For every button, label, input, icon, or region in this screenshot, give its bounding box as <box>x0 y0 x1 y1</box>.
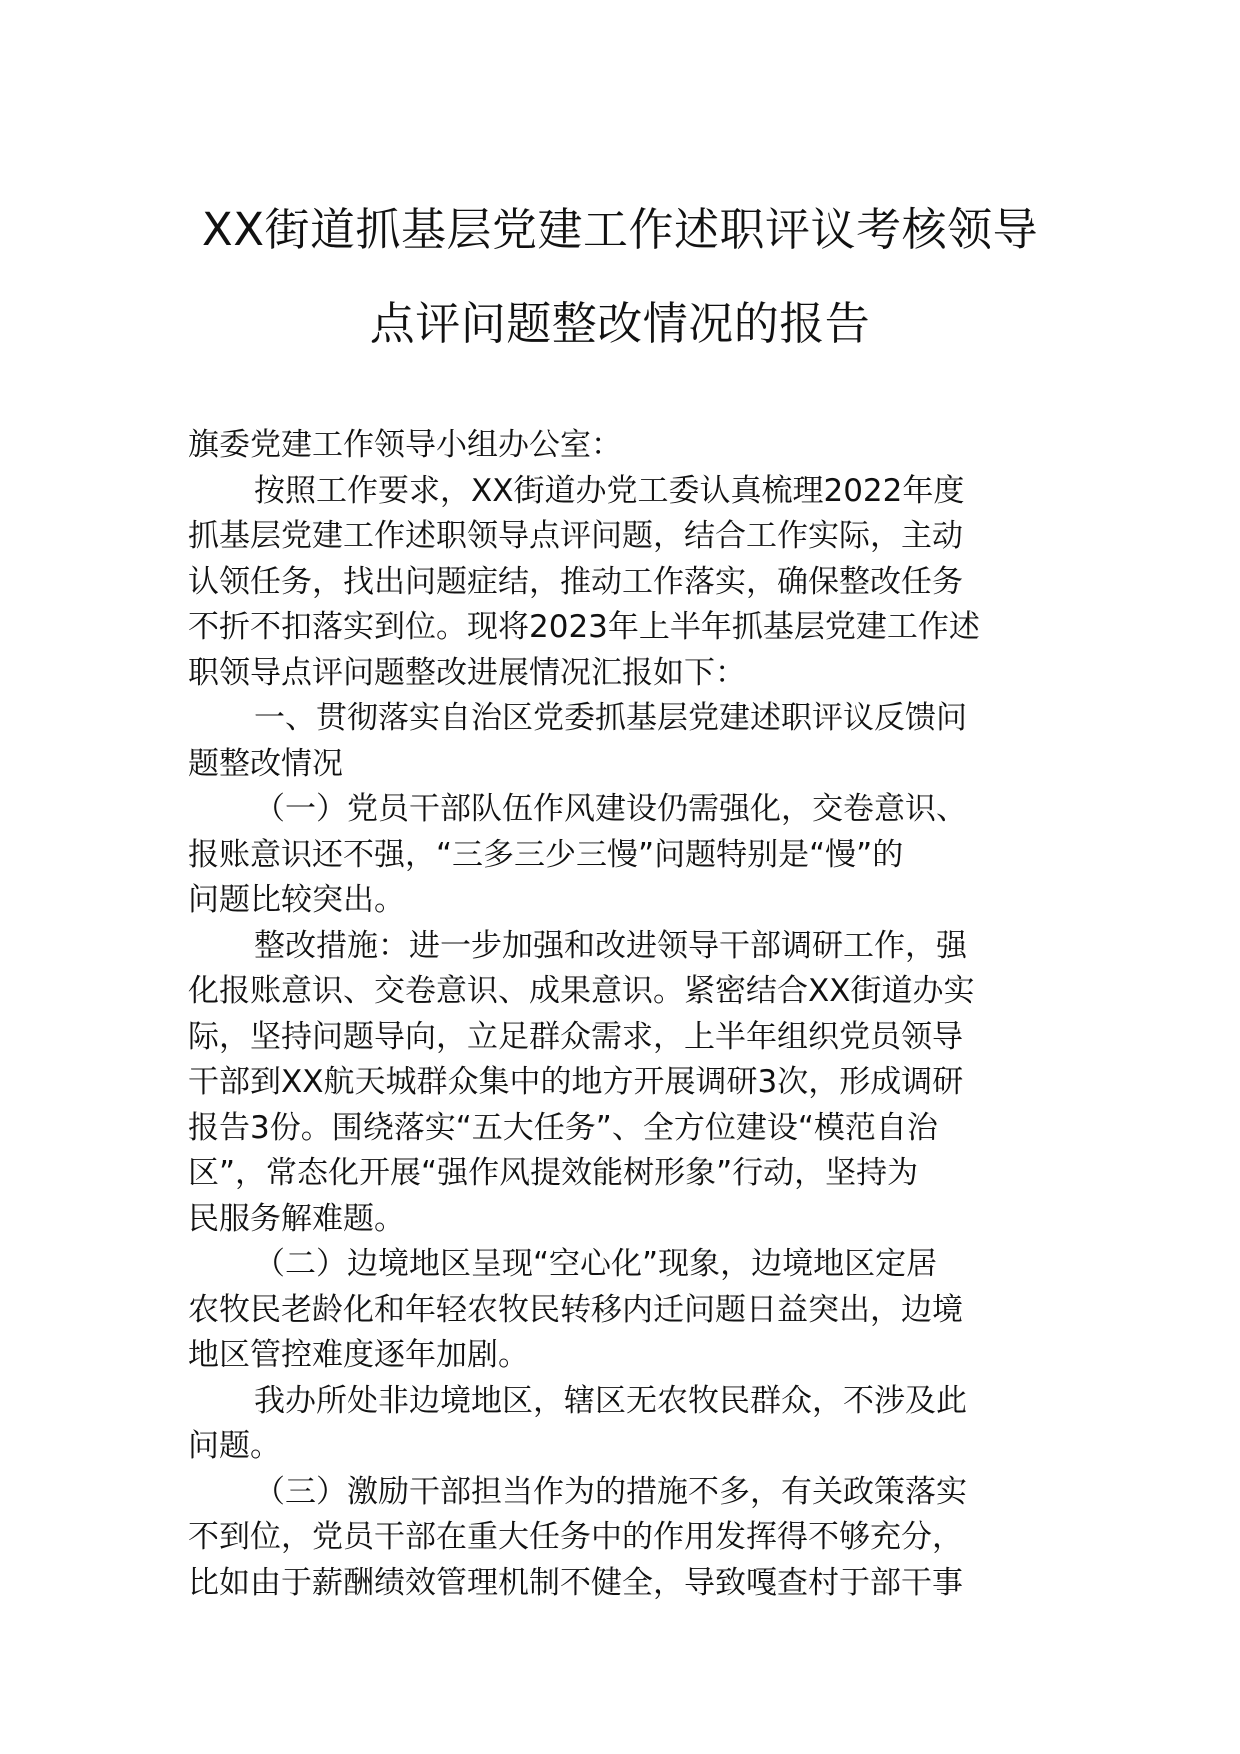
paragraph-line: 民服务解难题。 <box>188 1200 405 1237</box>
paragraph-line: 职领导点评问题整改进展情况汇报如下： <box>188 654 746 691</box>
paragraph-line: （三）激励干部担当作为的措施不多，有关政策落实 <box>254 1473 967 1510</box>
response-2 <box>188 1379 1058 1470</box>
paragraph-line: 干部到XX航天城群众集中的地方开展调研3次，形成调研 <box>188 1064 964 1100</box>
measures-1 <box>188 924 1058 1243</box>
salutation: 旗委党建工作领导小组办公室： <box>188 427 622 463</box>
paragraph-line: （二）边境地区呈现“空心化”现象，边境地区定居 <box>254 1246 938 1282</box>
paragraph-line: 问题比较突出。 <box>188 882 405 918</box>
paragraph-line: 不折不扣落实到位。现将2023年上半年抓基层党建工作述 <box>188 609 980 645</box>
title-line-2: 点评问题整改情况的报告 <box>369 297 871 350</box>
issue-3 <box>188 1470 1058 1607</box>
paragraph-line: 认领任务，找出问题症结，推动工作落实，确保整改任务 <box>188 563 963 600</box>
title-line-1: XX街道抓基层党建工作述职评议考核领导 <box>201 203 1039 256</box>
paragraph-line: 报告3份。围绕落实“五大任务”、全方位建设“模范自治 <box>188 1109 938 1146</box>
paragraph-line: 际，坚持问题导向，立足群众需求，上半年组织党员领导 <box>188 1018 963 1055</box>
paragraph-line: （一）党员干部队伍作风建设仍需强化，交卷意识、 <box>254 791 967 827</box>
heading-line: 题整改情况 <box>188 745 343 782</box>
document-body <box>188 423 1058 1606</box>
paragraph-line: 地区管控难度逐年加剧。 <box>188 1337 529 1373</box>
paragraph-line: 抓基层党建工作述职领导点评问题，结合工作实际，主动 <box>188 518 963 554</box>
paragraph-line: 整改措施：进一步加强和改进领导干部调研工作，强 <box>254 927 967 964</box>
paragraph-line: 化报账意识、交卷意识、成果意识。紧密结合XX街道办实 <box>188 973 975 1009</box>
issue-1 <box>188 787 1058 924</box>
section-heading-1 <box>188 696 1058 787</box>
paragraph-line: 农牧民老龄化和年轻农牧民转移内迁问题日益突出，边境 <box>188 1291 963 1328</box>
paragraph-intro <box>188 469 1058 697</box>
paragraph-line: 报账意识还不强，“三多三少三慢”问题特别是“慢”的 <box>188 836 904 873</box>
paragraph-line: 我办所处非边境地区，辖区无农牧民群众，不涉及此 <box>254 1382 967 1419</box>
paragraph-line: 问题。 <box>188 1428 281 1464</box>
paragraph-line: 比如由于薪酬绩效管理机制不健全，导致嘎查村于部干事 <box>188 1564 963 1601</box>
paragraph-line: 不到位，党员干部在重大任务中的作用发挥得不够充分， <box>188 1519 963 1555</box>
paragraph-line: 区”，常态化开展“强作风提效能树形象”行动，坚持为 <box>188 1155 919 1191</box>
paragraph-line: 按照工作要求，XX街道办党工委认真梳理2022年度 <box>254 472 965 509</box>
document-title <box>150 183 1090 371</box>
heading-line: 一、贯彻落实自治区党委抓基层党建述职评议反馈问 <box>254 700 967 736</box>
issue-2 <box>188 1242 1058 1379</box>
